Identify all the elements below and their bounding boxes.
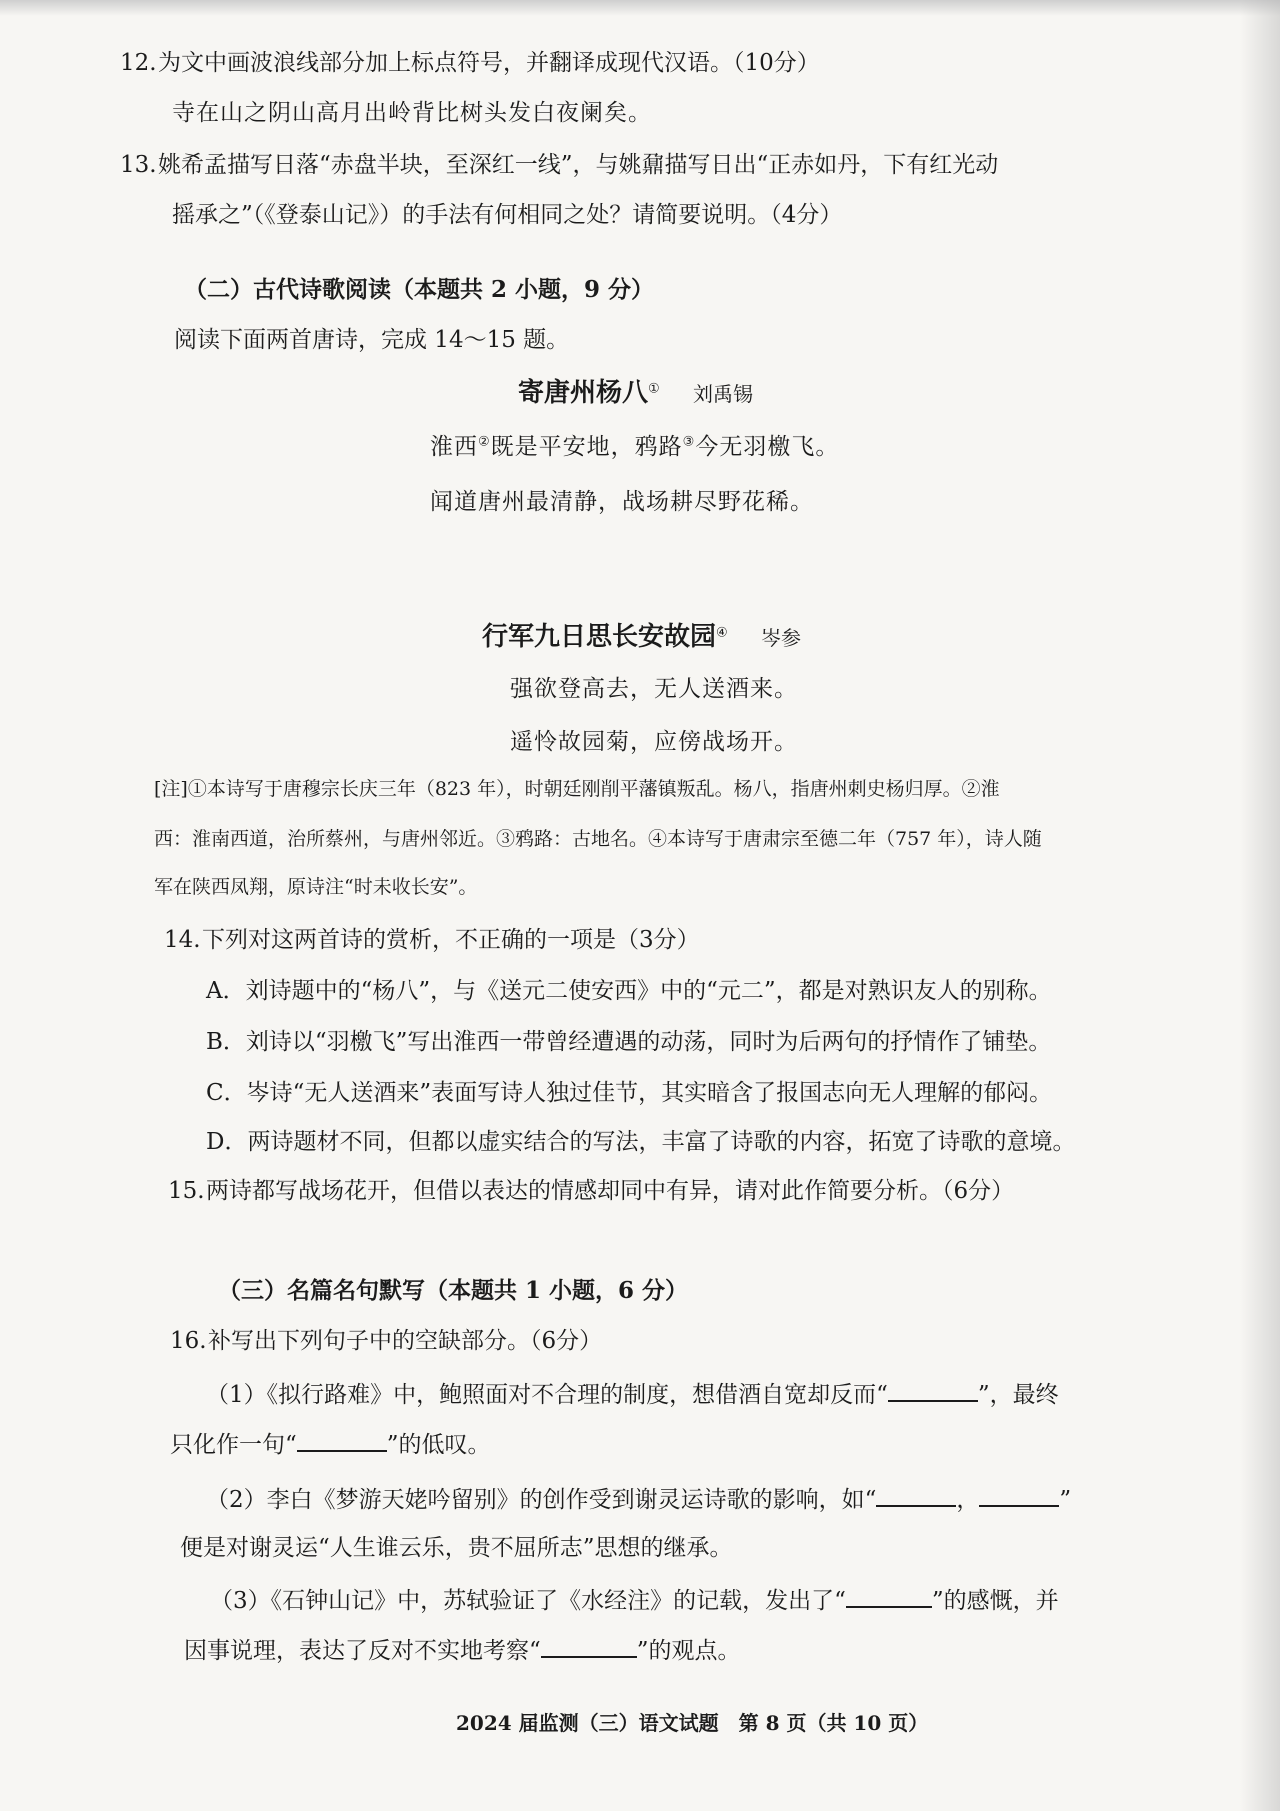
question-15-text: 两诗都写战场花开，但借以表达的情感却同中有异，请对此作简要分析。（6分） <box>206 1178 1015 1204</box>
question-13-line-2: 摇承之”（《登泰山记》）的手法有何相同之处？请简要说明。（4分） <box>172 202 843 228</box>
poem-2-note-marker: ④ <box>716 625 728 641</box>
poem-1-author: 刘禹锡 <box>692 382 753 406</box>
q16-item-1-text-d: ”的低叹。 <box>386 1432 491 1458</box>
q16-item-2-text-c: ” <box>1059 1487 1072 1513</box>
question-12-number: 12. <box>120 50 157 76</box>
poem-1-note-marker-3: ③ <box>682 434 696 450</box>
q16-item-2-text-b: ， <box>956 1487 980 1513</box>
question-14-number: 14. <box>164 927 201 953</box>
poem-1-title-line <box>518 378 753 409</box>
q16-item-1-text-c: 只化作一句“ <box>170 1432 297 1458</box>
question-16-item-1-line-1 <box>206 1378 1059 1410</box>
question-12-text: 为文中画波浪线部分加上标点符号，并翻译成现代汉语。（10分） <box>158 50 820 76</box>
question-14-option-a: A．刘诗题中的“杨八”，与《送元二使安西》中的“元二”，都是对熟识友人的别称。 <box>206 978 1052 1004</box>
notes-line-2: 西：淮南西道，治所蔡州，与唐州邻近。③鸦路：古地名。④本诗写于唐肃宗至德二年（757 年），诗人随 <box>154 828 1042 850</box>
poem-2-line-1: 强欲登高去，无人送酒来。 <box>510 676 798 702</box>
answer-blank[interactable] <box>979 1483 1059 1507</box>
notes-line-1: [注]①本诗写于唐穆宗长庆三年（823 年），时朝廷刚削平藩镇叛乱。杨八，指唐州刺史杨归厚。②淮 <box>154 778 1000 800</box>
notes-line-3: 军在陕西凤翔，原诗注“时未收长安”。 <box>154 876 478 898</box>
scan-shadow-top <box>0 0 1280 16</box>
q16-item-1-text-a: （1）《拟行路难》中，鲍照面对不合理的制度，想借酒自宽却反而“ <box>206 1382 888 1408</box>
poem-2-title: 行军九日思长安故园 <box>482 622 717 652</box>
answer-blank[interactable] <box>846 1584 932 1608</box>
question-14-text: 下列对这两首诗的赏析，不正确的一项是（3分） <box>202 927 700 953</box>
q16-item-3-text-b: ”的感慨，并 <box>931 1588 1059 1614</box>
question-13-number: 13. <box>120 152 157 178</box>
answer-blank[interactable] <box>541 1634 637 1658</box>
question-16-prompt <box>170 1326 602 1356</box>
question-15-prompt <box>168 1176 1014 1206</box>
question-16-item-3-line-2 <box>184 1634 741 1666</box>
question-15-number: 15. <box>168 1178 205 1204</box>
question-12-passage: 寺在山之阴山高月出岭背比树头发白夜阑矣。 <box>172 100 652 126</box>
poem-2-line-2: 遥怜故园菊，应傍战场开。 <box>510 729 798 755</box>
question-14-option-b: B．刘诗以“羽檄飞”写出淮西一带曾经遭遇的动荡，同时为后两句的抒情作了铺垫。 <box>206 1029 1052 1055</box>
poem-1-title: 寄唐州杨八 <box>518 378 649 408</box>
poem-1-line-1 <box>430 432 839 462</box>
question-16-item-1-line-2 <box>170 1428 491 1460</box>
question-16-item-3-line-1 <box>210 1584 1059 1616</box>
page-footer: 2024 届监测（三）语文试题 第 8 页（共 10 页） <box>456 1711 929 1735</box>
question-14-option-d: D．两诗题材不同，但都以虚实结合的写法，丰富了诗歌的内容，拓宽了诗歌的意境。 <box>206 1129 1076 1155</box>
q16-item-3-text-d: ”的观点。 <box>636 1638 741 1664</box>
section-3-heading: （三）名篇名句默写（本题共 1 小题，6 分） <box>218 1277 689 1304</box>
question-16-text: 补写出下列句子中的空缺部分。（6分） <box>208 1328 603 1354</box>
scan-shadow-right <box>1240 0 1280 1811</box>
q16-item-3-text-c: 因事说理，表达了反对不实地考察“ <box>184 1638 541 1664</box>
poem-1-line-1-part-a: 淮西 <box>430 434 478 460</box>
poem-2-author: 岑参 <box>760 626 801 650</box>
q16-item-3-text-a: （3）《石钟山记》中，苏轼验证了《水经注》的记载，发出了“ <box>210 1588 846 1614</box>
answer-blank[interactable] <box>297 1428 387 1452</box>
answer-blank[interactable] <box>876 1483 956 1507</box>
question-12-prompt <box>120 48 820 78</box>
q16-item-1-text-b: ”，最终 <box>977 1382 1059 1408</box>
poem-1-note-marker-2: ② <box>478 434 491 450</box>
answer-blank[interactable] <box>888 1378 978 1402</box>
question-16-number: 16. <box>170 1328 207 1354</box>
question-13-text-1: 姚希孟描写日落“赤盘半块，至深红一线”，与姚鼐描写日出“正赤如丹，下有红光动 <box>158 152 999 178</box>
q16-item-2-text-a: （2）李白《梦游天姥吟留别》的创作受到谢灵运诗歌的影响，如“ <box>206 1487 877 1513</box>
poem-2-title-line <box>482 622 801 653</box>
poem-1-note-marker: ① <box>648 381 660 397</box>
section-2-instruction: 阅读下面两首唐诗，完成 14～15 题。 <box>174 327 570 353</box>
question-16-item-2-line-1 <box>206 1483 1071 1515</box>
section-2-heading: （二）古代诗歌阅读（本题共 2 小题，9 分） <box>184 276 655 303</box>
question-13-line-1 <box>120 150 998 180</box>
poem-1-line-1-part-c: 今无羽檄飞。 <box>695 434 840 460</box>
question-16-item-2-line-2: 便是对谢灵运“人生谁云乐，贵不屈所志”思想的继承。 <box>180 1535 733 1561</box>
poem-1-line-2: 闻道唐州最清静，战场耕尽野花稀。 <box>430 489 814 515</box>
poem-1-line-1-part-b: 既是平安地，鸦路 <box>490 434 683 460</box>
question-14-prompt <box>164 925 700 955</box>
question-14-option-c: C．岑诗“无人送酒来”表面写诗人独过佳节，其实暗含了报国志向无人理解的郁闷。 <box>206 1080 1053 1106</box>
